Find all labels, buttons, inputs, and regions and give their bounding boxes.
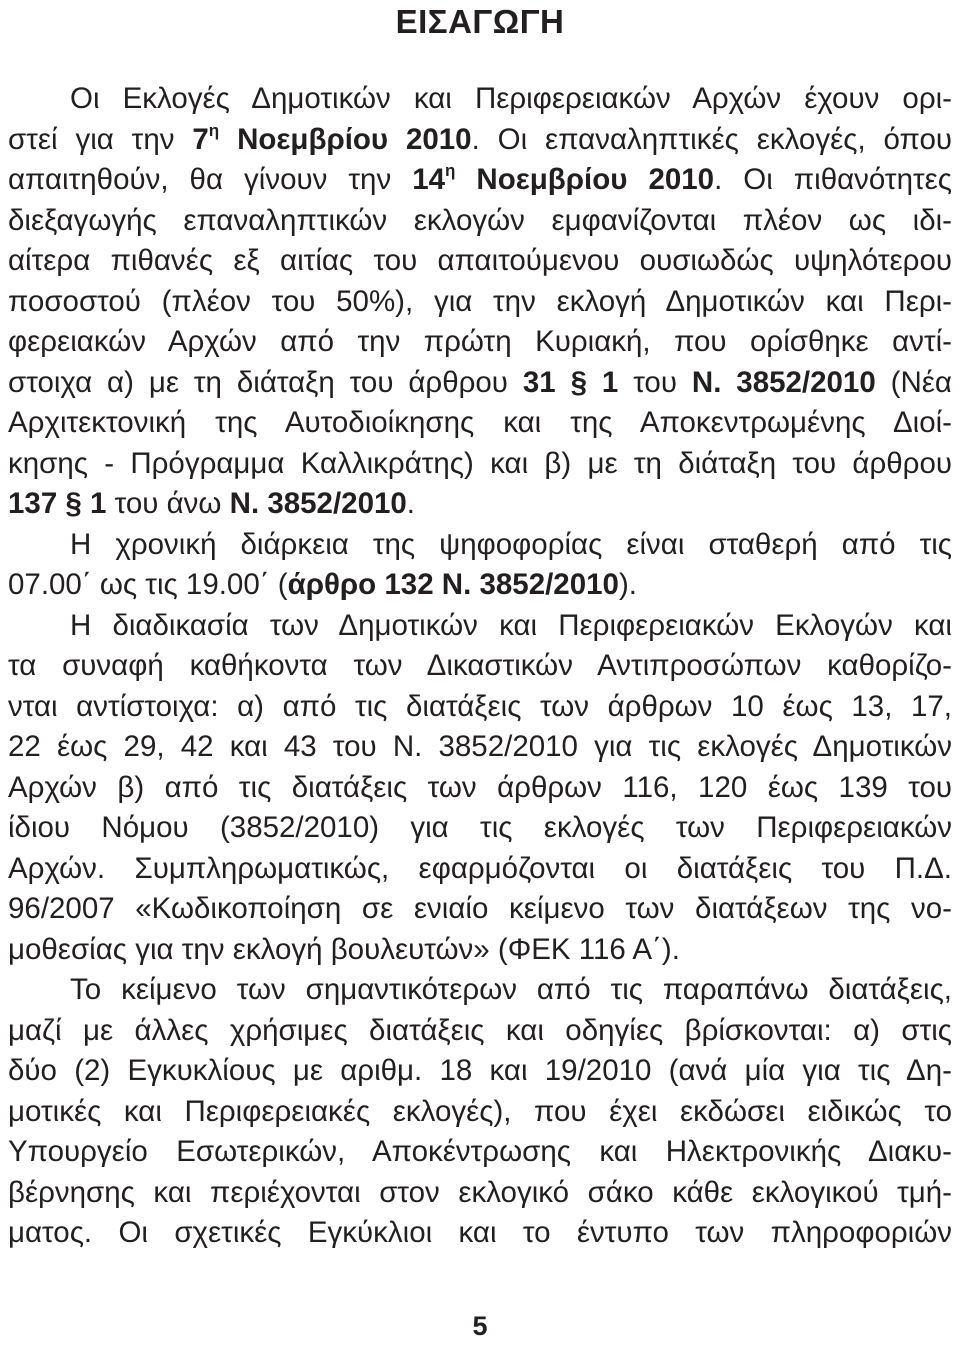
bold-text: 31 § 1 bbox=[522, 366, 619, 399]
bold-text: 137 § 1 bbox=[8, 487, 107, 520]
text-line: δύο (2) Εγκυκλίους με αριθμ. 18 και 19/2010 (ανά μία για τις Δη- bbox=[8, 1054, 952, 1087]
text-line: διεξαγωγής επαναληπτικών εκλογών εμφανίζονται πλέον ως ιδι- bbox=[8, 204, 952, 237]
text-line: ποσοστού (πλέον του 50%), για την εκλογή Δημοτικών και Περι- bbox=[8, 285, 952, 318]
text-line: ματος. Οι σχετικές Εγκύκλιοι και το έντυπο των πληροφοριών bbox=[8, 1216, 952, 1249]
bold-text: Νοεμβρίου 2010 bbox=[219, 123, 472, 156]
bold-text: Ν. 3852/2010 bbox=[691, 366, 876, 399]
bold-text: άρθρο 132 Ν. 3852/2010 bbox=[287, 568, 619, 601]
text-line: στεί για την $7^\eta$ Νοεμβρίου 2010. Οι επαναληπτικές εκλογές, όπου bbox=[8, 121, 952, 156]
text-line: Το κείμενο των σημαντικότερων από τις παραπάνω διατάξεις, bbox=[70, 973, 952, 1006]
text-line: 96/2007 «Κωδικοποίηση σε ενιαίο κείμενο των διατάξεων της νο- bbox=[8, 892, 952, 925]
text-line: μοτικές και Περιφερειακές εκλογές), που έχει εκδώσει ειδικώς το bbox=[8, 1095, 952, 1128]
text-line: ίδιου Νόμου (3852/2010) για τις εκλογές των Περιφερειακών bbox=[8, 811, 952, 844]
text-line: Αρχών. Συμπληρωματικώς, εφαρμόζονται οι διατάξεις του Π.Δ. bbox=[8, 852, 952, 885]
text-line: φερειακών Αρχών από την πρώτη Κυριακή, που ορίσθηκε αντί- bbox=[8, 325, 952, 358]
text-line: Υπουργείο Εσωτερικών, Αποκέντρωσης και Ηλεκτρονικής Διακυ- bbox=[8, 1135, 952, 1168]
bold-text: Νοεμβρίου 2010 bbox=[455, 163, 715, 196]
text-line: Η χρονική διάρκεια της ψηφοφορίας είναι σταθερή από τις bbox=[70, 528, 952, 561]
ordinal-superscript: η bbox=[208, 121, 220, 140]
text-line: τα συναφή καθήκοντα των Δικαστικών Αντιπροσώπων καθορίζο- bbox=[8, 649, 952, 682]
text-line: Αρχών β) από τις διατάξεις των άρθρων 116, 120 έως 139 του bbox=[8, 771, 952, 804]
text-line: 137 § 1 του άνω Ν. 3852/2010. bbox=[8, 487, 415, 520]
text-line: Αρχιτεκτονική της Αυτοδιοίκησης και της Αποκεντρωμένης Διοί- bbox=[8, 406, 952, 439]
text-line: απαιτηθούν, θα γίνουν την $14^\eta$ Νοεμβρίου 2010. Οι πιθανότητες bbox=[8, 161, 952, 196]
text-line: βέρνησης και περιέχονται στον εκλογικό σάκο κάθε εκλογικού τμή- bbox=[8, 1176, 952, 1209]
page-number: 5 bbox=[472, 1311, 488, 1341]
bold-text: Ν. 3852/2010 bbox=[229, 487, 407, 520]
text-line: 22 έως 29, 42 και 43 του Ν. 3852/2010 για τις εκλογές Δημοτικών bbox=[8, 730, 952, 763]
bold-text: 14 bbox=[412, 163, 446, 196]
text-line: αίτερα πιθανές εξ αιτίας του απαιτούμενου ουσιωδώς υψηλότερου bbox=[8, 244, 952, 277]
ordinal-superscript: η bbox=[445, 161, 456, 180]
text-line: μοθεσίας για την εκλογή βουλευτών» (ΦΕΚ 116 Α΄). bbox=[8, 933, 680, 966]
text-line: 07.00΄ ως τις 19.00΄ (άρθρο 132 Ν. 3852/2010). bbox=[8, 568, 637, 601]
text-line: Οι Εκλογές Δημοτικών και Περιφερειακών Αρχών έχουν ορι- bbox=[70, 82, 952, 115]
text-line: κησης - Πρόγραμμα Καλλικράτης) και β) με τη διάταξη του άρθρου bbox=[8, 447, 952, 480]
bold-text: 7 bbox=[192, 123, 209, 156]
text-line: νται αντίστοιχα: α) από τις διατάξεις των άρθρων 10 έως 13, 17, bbox=[8, 690, 952, 723]
text-line: Η διαδικασία των Δημοτικών και Περιφερειακών Εκλογών και bbox=[70, 609, 952, 642]
text-line: στοιχα α) με τη διάταξη του άρθρου 31 § 1 του Ν. 3852/2010 (Νέα bbox=[8, 366, 952, 399]
text-line: μαζί με άλλες χρήσιμες διατάξεις και οδηγίες βρίσκονται: α) στις bbox=[8, 1014, 952, 1047]
page-title: ΕΙΣΑΓΩΓΗ bbox=[395, 3, 565, 40]
